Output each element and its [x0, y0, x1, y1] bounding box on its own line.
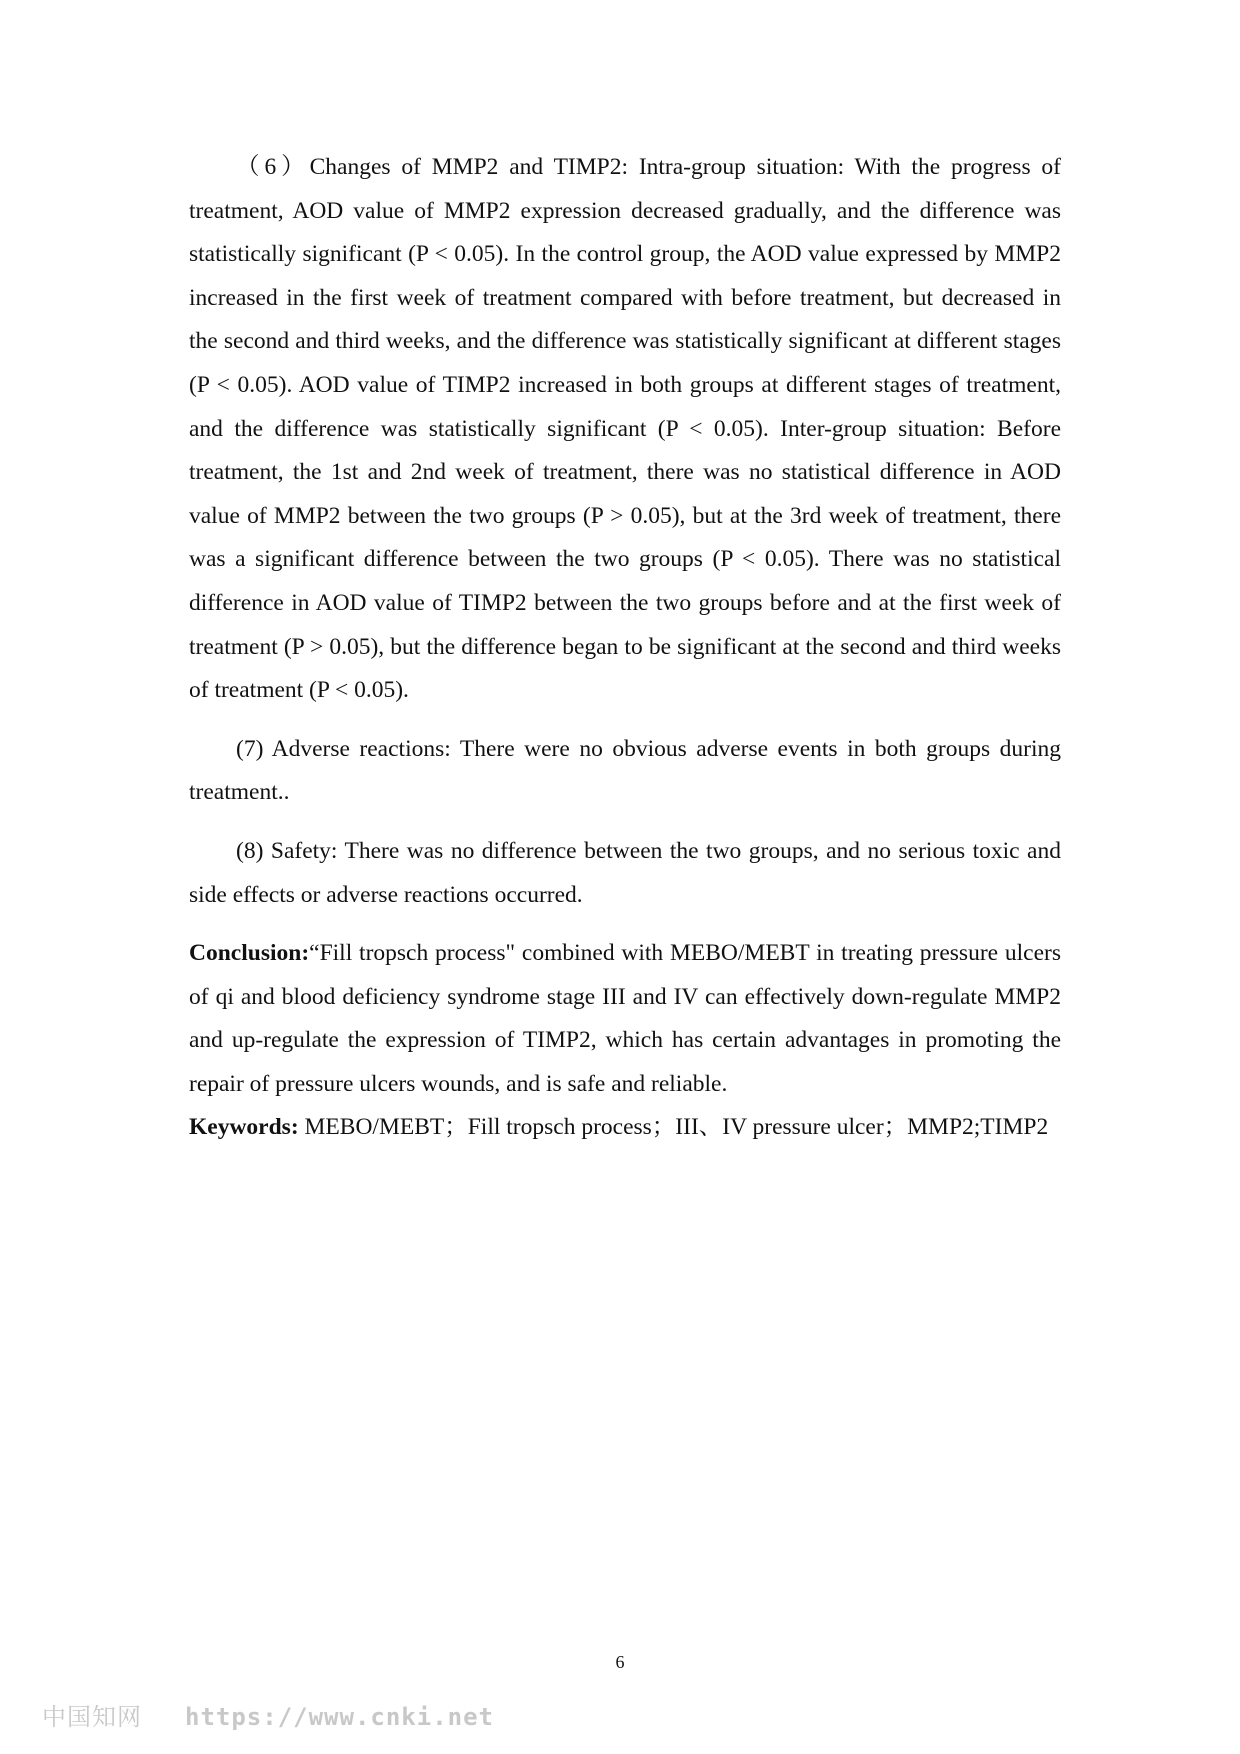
watermark-url: https://www.cnki.net [185, 1703, 494, 1731]
keywords-text: MEBO/MEBT；Fill tropsch process；III、IV pressure ulcer；MMP2;TIMP2 [298, 1114, 1049, 1141]
conclusion-paragraph [189, 932, 1061, 1106]
paragraph-safety: (8) Safety: There was no difference between the two groups, and no serious toxic and side effects or adverse reactions occurred. [189, 837, 1061, 908]
keywords-label: Keywords: [189, 1114, 299, 1141]
cnki-watermark [42, 1697, 494, 1732]
conclusion-text: “Fill tropsch process" combined with MEBO/MEBT in treating pressure ulcers of qi and blood deficiency syndrome stage III and IV can effectively down-regulate MMP2 and up-regulate the expression of TIMP2, which has certain advantages in promoting the repair of pressure ulcers wounds, and is safe and reliable. [189, 940, 1061, 1097]
paragraph-mmp2-timp2-changes: （6）Changes of MMP2 and TIMP2: Intra-group situation: With the progress of treatment, AOD value of MMP2 expression decreased gradually, and the difference was statistically significant (P < 0.05). In the control group, the AOD value expressed by MMP2 increased in the first week of treatment compared with before treatment, but decreased in the second and third weeks, and the difference was statistically significant at different stages (P < 0.05). AOD value of TIMP2 increased in both groups at different stages of treatment, and the difference was statistically significant (P < 0.05). Inter-group situation: Before treatment, the 1st and 2nd week of treatment, there was no statistical difference in AOD value of MMP2 between the two groups (P > 0.05), but at the 3rd week of treatment, there was a significant difference between the two groups (P < 0.05). There was no statistical difference in AOD value of TIMP2 between the two groups before and at the first week of treatment (P > 0.05), but the difference began to be significant at the second and third weeks of treatment (P < 0.05). [189, 154, 1061, 704]
page-number: 6 [615, 1652, 625, 1672]
paragraph-adverse-reactions: (7) Adverse reactions: There were no obvious adverse events in both groups during treatment.. [189, 735, 1061, 806]
conclusion-label: Conclusion: [189, 940, 310, 967]
watermark-cnki-name: 中国知网 [42, 1703, 142, 1731]
keywords-paragraph [189, 1106, 1061, 1150]
document-body [189, 146, 1061, 1150]
